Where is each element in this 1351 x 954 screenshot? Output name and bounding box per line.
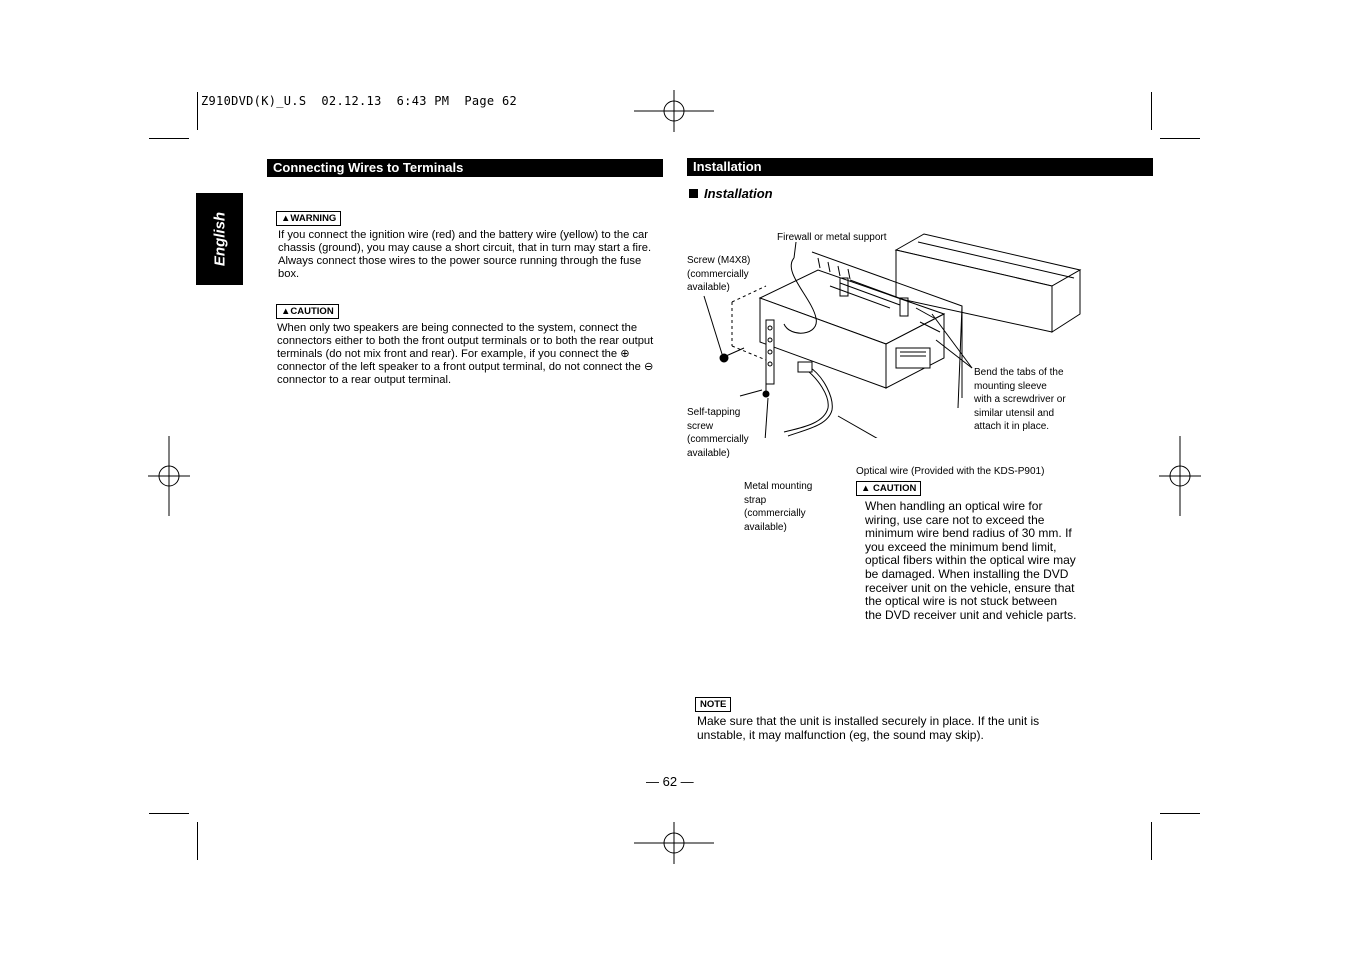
warning-icon: ▲ bbox=[281, 213, 291, 224]
minus-terminal-icon: ⊖ bbox=[643, 361, 654, 373]
caution-label-left: ▲CAUTION bbox=[276, 304, 339, 319]
warning-text: If you connect the ignition wire (red) and the battery wire (yellow) to the car chassis (ground), you may cause a short circuit, that in turn may start a fire. Always connect those wires to the power source running through the fuse box. bbox=[278, 229, 652, 280]
registration-mark-bottom bbox=[634, 822, 714, 864]
caution-icon: ▲ bbox=[861, 483, 874, 494]
caution-text-left: When only two speakers are being connected to the system, connect the connectors either to both the front output terminals or to both the rear output terminals (do not mix front and rear). For example, if you connect the ⊕ connector of the left speaker to a front output terminal, do not connect the ⊖ connector to a rear output terminal. bbox=[277, 322, 654, 386]
registration-mark-top bbox=[634, 90, 714, 132]
warning-label: ▲WARNING bbox=[276, 211, 341, 226]
subheading-installation: Installation bbox=[689, 186, 773, 201]
caution-icon: ▲ bbox=[281, 306, 291, 317]
optical-wire-edge bbox=[788, 366, 832, 436]
note-text: Make sure that the unit is installed securely in place. If the unit is unstable, it may malfunction (eg, the sound may skip). bbox=[697, 714, 1040, 742]
language-tab-label: English bbox=[211, 211, 228, 267]
label-screw: Screw (M4X8) (commercially available) bbox=[687, 255, 751, 293]
registration-mark-left bbox=[148, 436, 190, 516]
page-number: — 62 — bbox=[646, 774, 694, 789]
section-heading-connecting-wires: Connecting Wires to Terminals bbox=[267, 159, 663, 177]
note-label: NOTE bbox=[695, 697, 731, 712]
section-heading-installation: Installation bbox=[687, 158, 1153, 176]
caution-label-right: ▲ CAUTION bbox=[856, 481, 921, 496]
label-firewall: Firewall or metal support bbox=[777, 232, 887, 243]
registration-mark-right bbox=[1159, 436, 1201, 516]
label-bend-tabs: Bend the tabs of the mounting sleeve with a screwdriver or similar utensil and attach it in place. bbox=[974, 367, 1066, 432]
label-self-tapping-screw: Self-tapping screw (commercially available) bbox=[687, 407, 749, 459]
caution-text-right: When handling an optical wire for wiring, use care not to exceed the minimum wire bend radius of 30 mm. If you exceed the minimum bend limit, optical fibers within the optical wire may be damaged. When installing the DVD receiver unit on the vehicle, ensure that the optical wire is not stuck between the DVD receiver unit and vehicle parts. bbox=[865, 499, 1077, 622]
label-optical-wire: Optical wire (Provided with the KDS-P901) bbox=[856, 466, 1045, 477]
screw-icon bbox=[720, 348, 744, 362]
language-tab bbox=[196, 193, 243, 285]
printer-slug: Z910DVD(K)_U.S 02.12.13 6:43 PM Page 62 bbox=[201, 94, 518, 108]
label-metal-strap: Metal mounting strap (commercially available) bbox=[744, 481, 813, 533]
square-bullet-icon bbox=[689, 189, 698, 198]
plus-terminal-icon: ⊕ bbox=[620, 348, 630, 360]
optical-wire bbox=[784, 368, 828, 432]
